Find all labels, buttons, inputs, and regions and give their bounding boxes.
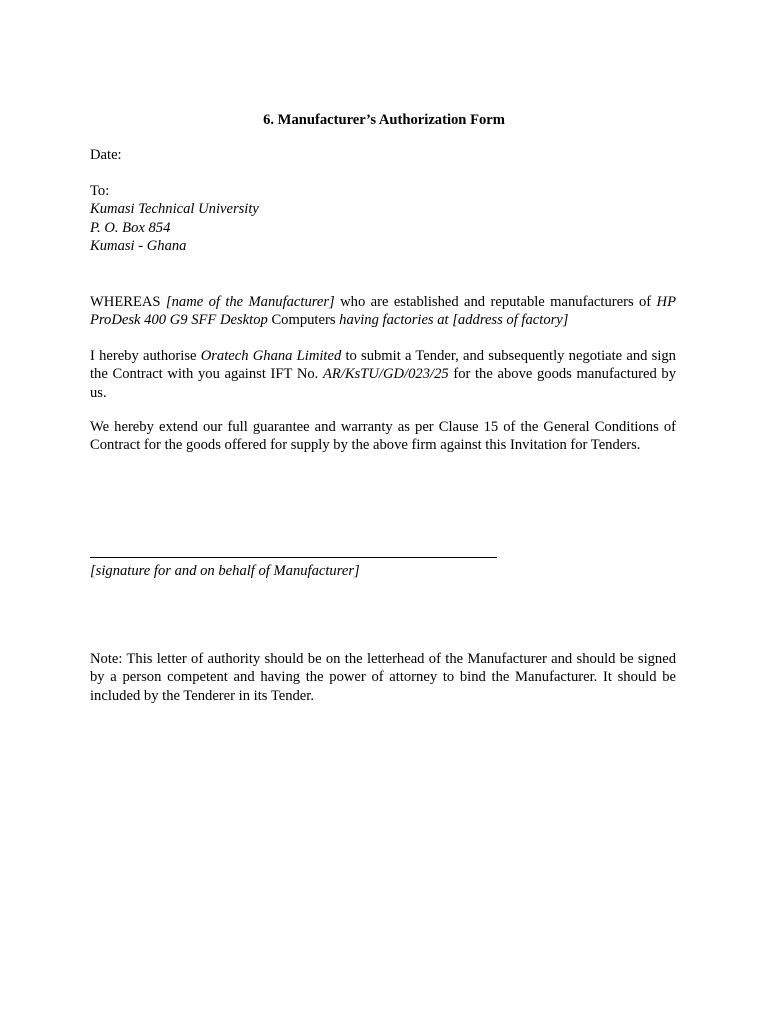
tenderer-name: Oratech Ghana Limited	[200, 348, 342, 364]
whereas-paragraph	[90, 293, 676, 330]
form-title: 6. Manufacturer’s Authorization Form	[263, 112, 505, 128]
date-label: Date:	[90, 147, 122, 163]
whereas-text-1: WHEREAS	[90, 294, 166, 310]
note-paragraph: Note: This letter of authority should be on the letterhead of the Manufacturer and should be signed by a person competent and having the power of attorney to bind the Manufacturer. It should be included by the Tenderer in its Tender.	[90, 651, 676, 704]
authorisation-paragraph	[90, 347, 676, 402]
signature-line	[90, 557, 497, 558]
whereas-text-3: Computers	[267, 312, 340, 329]
guarantee-paragraph: We hereby extend our full guarantee and warranty as per Clause 15 of the General Conditions of Contract for the goods offered for supply by the above firm against this Invitation for Tenders.	[90, 419, 676, 454]
address-line-3: Kumasi - Ghana	[90, 237, 187, 254]
authorise-text-1: I hereby authorise	[90, 348, 201, 364]
ift-number: AR/KsTU/GD/023/25	[322, 366, 449, 383]
recipient-block	[90, 182, 676, 255]
authorise-text-3: for the above goods manufactured by us.	[90, 366, 677, 401]
address-line-1: Kumasi Technical University	[90, 201, 259, 218]
manufacturer-name-placeholder: [name of the Manufacturer]	[165, 294, 335, 310]
signature-caption: [signature for and on behalf of Manufacturer]	[90, 563, 360, 579]
whereas-text-2: who are established and reputable manufacturers of	[334, 294, 657, 310]
to-label: To:	[90, 183, 110, 199]
product-name: HP ProDesk 400 G9 SFF Desktop	[90, 294, 677, 329]
factory-address-placeholder: having factories at [address of factory]	[339, 312, 569, 329]
address-line-2: P. O. Box 854	[90, 219, 171, 236]
authorise-text-2: to submit a Tender, and subsequently negotiate and sign the Contract with you against IFT No.	[90, 348, 676, 383]
